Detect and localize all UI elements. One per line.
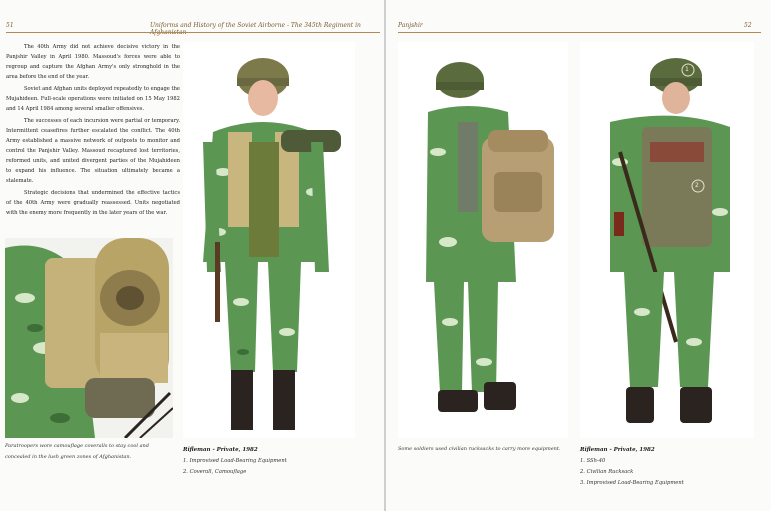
- paragraph: The successes of each incursion were partial or temporary. Intermittent ceasefires further escalated the conflict. The 40th Army established a massive network of outposts to monitor and control the Panjshir Valley. Massoud recaptured lost territories, reformed units, and united divergent parties of the Mujahideen to expand his influence. The situation ultimately became a stalemate.: [6, 118, 180, 184]
- detail-photo: [5, 238, 173, 438]
- body-text: [6, 42, 180, 220]
- rifleman-photo-front: [183, 42, 355, 438]
- right-page-number: 52: [744, 22, 752, 29]
- left-header-rule: [6, 32, 380, 33]
- figure-title: Rifleman - Private, 1982: [580, 447, 655, 453]
- callout-2: 2: [695, 182, 699, 189]
- paragraph: Soviet and Afghan units deployed repeatedly to engage the Mujahideen. Full-scale operations were initiated on 15 May 1982 and 14 April 1984 among several smaller offensives.: [6, 86, 180, 112]
- paragraph: Strategic decisions that undermined the effective tactics of the 40th Army were gradually reassessed. Units negotiated with the enemy more frequently in the later years of the war.: [6, 190, 180, 216]
- callout-1: 1: [685, 66, 689, 73]
- figure-item: 2. Coverall, Camouflage: [183, 469, 247, 475]
- figure-title: Rifleman - Private, 1982: [183, 447, 258, 453]
- figure-item: 2. Civilian Rucksack: [580, 469, 634, 475]
- right-page: [386, 0, 771, 511]
- figure-item: 1. SSh-40: [580, 458, 606, 464]
- paragraph: The 40th Army did not achieve decisive victory in the Panjshir Valley in April 1980. Massoud's forces were able to regroup and capture the Afghan Army's only stronghold in the area before the end of the year.: [6, 44, 180, 80]
- detail-photo-caption: Paratroopers wore camouflage coveralls to stay cool and concealed in the lush green zones of Afghanistan.: [5, 443, 149, 460]
- rifleman-photo-back: [398, 42, 568, 438]
- left-page: [0, 0, 384, 511]
- figure-item: 1. Improvised Load-Bearing Equipment: [183, 458, 287, 464]
- back-photo-caption: Some soldiers used civilian rucksacks to carry more equipment.: [398, 446, 561, 452]
- left-page-number: 51: [6, 22, 14, 29]
- rifleman-photo-rifle: [580, 42, 754, 438]
- right-header-rule: [398, 32, 761, 33]
- figure-item: 3. Improvised Load-Bearing Equipment: [580, 480, 684, 486]
- left-running-head: Uniforms and History of the Soviet Airborne - The 345th Regiment in: [150, 22, 361, 29]
- right-running-head: Panjshir: [398, 22, 423, 29]
